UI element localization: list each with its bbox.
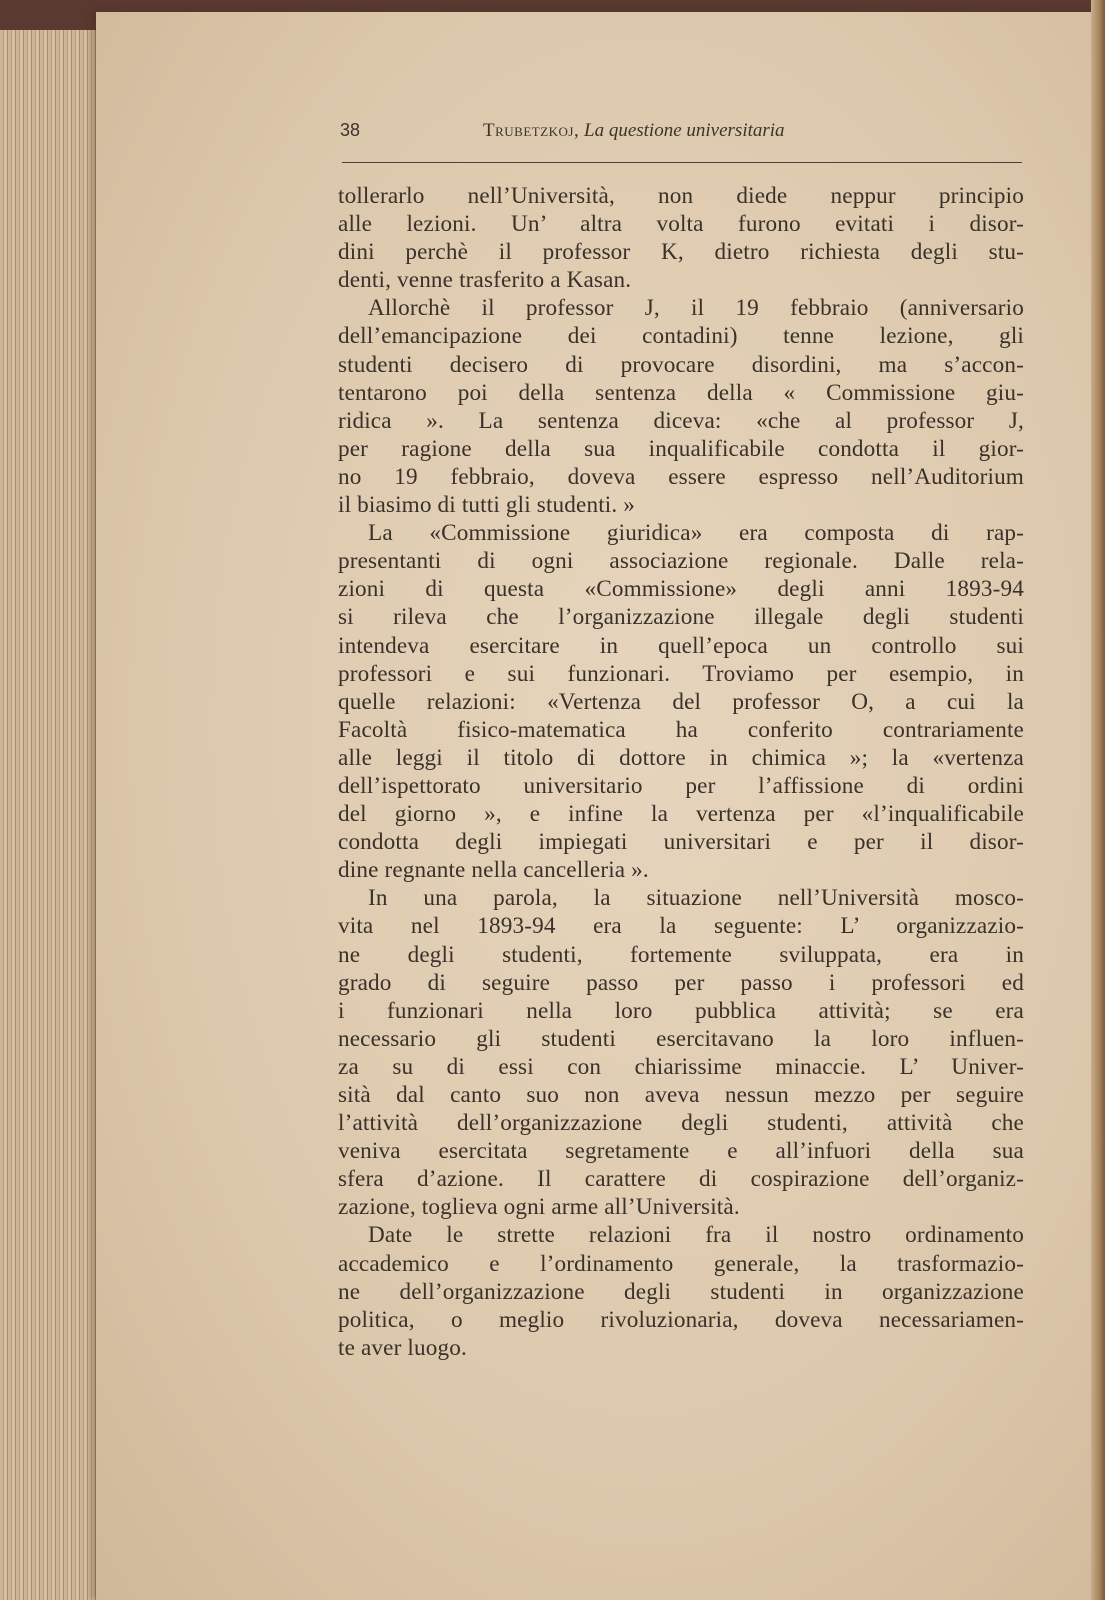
page-right-edge	[1091, 0, 1105, 1600]
page-stack-edge	[0, 30, 110, 1600]
text-line: politica, o meglio rivoluzionaria, doveva necessariamen-	[338, 1306, 1024, 1333]
text-line: professori e sui funzionari. Troviamo per esempio, in	[338, 660, 1024, 687]
text-line: tentarono poi della sentenza della « Commissione giu-	[338, 379, 1024, 406]
text-line: za su di essi con chiarissime minaccie. L’ Univer-	[338, 1053, 1024, 1080]
text-line: dine regnante nella cancelleria ».	[338, 857, 649, 884]
text-line: ne degli studenti, fortemente sviluppata, era in	[338, 941, 1024, 968]
text-line: dini perchè il professor K, dietro richiesta degli stu-	[338, 239, 1024, 266]
text-line: alle leggi il titolo di dottore in chimica »; la «vertenza	[338, 744, 1024, 771]
text-line: sità dal canto suo non aveva nessun mezzo per seguire	[338, 1082, 1024, 1108]
header-rule	[342, 162, 1022, 163]
running-header	[340, 120, 1020, 150]
text-line: alle lezioni. Un’ altra volta furono evitati i disor-	[338, 211, 1024, 238]
text-line: presentanti di ogni associazione regionale. Dalle rela-	[338, 548, 1024, 575]
running-head	[483, 120, 785, 142]
text-line: no 19 febbraio, doveva essere espresso nell’Auditorium	[338, 463, 1024, 490]
body-text	[338, 182, 1024, 1362]
text-line: ridica ». La sentenza diceva: «che al professor J,	[338, 407, 1024, 434]
text-line: In una parola, la situazione nell’Università mosco-	[368, 885, 1024, 912]
text-line: sfera d’azione. Il carattere di cospirazione dell’organiz-	[338, 1166, 1024, 1193]
text-line: grado di seguire passo per passo i professori ed	[338, 969, 1024, 996]
text-line: tollerarlo nell’Università, non diede neppur principio	[338, 183, 1024, 209]
text-line: studenti decisero di provocare disordini, ma s’accon-	[338, 351, 1024, 378]
text-line: i funzionari nella loro pubblica attività; se era	[338, 997, 1024, 1024]
text-line: dell’emancipazione dei contadini) tenne lezione, gli	[338, 323, 1024, 350]
text-line: del giorno », e infine la vertenza per «l’inqualificabile	[338, 801, 1024, 828]
text-line: Date le strette relazioni fra il nostro ordinamento	[368, 1222, 1024, 1249]
text-line: il biasimo di tutti gli studenti. »	[338, 492, 636, 519]
text-line: vita nel 1893-94 era la seguente: L’ organizzazio-	[338, 913, 1024, 940]
running-head-author: Trubetzkoj,	[483, 120, 580, 141]
text-line: per ragione della sua inqualificabile condotta il gior-	[338, 435, 1024, 462]
text-line: si rileva che l’organizzazione illegale degli studenti	[338, 604, 1024, 631]
text-line: condotta degli impiegati universitari e per il disor-	[338, 829, 1024, 856]
text-line: Facoltà fisico-matematica ha conferito contrariamente	[338, 716, 1024, 743]
text-line: Allorchè il professor J, il 19 febbraio (anniversario	[368, 295, 1024, 322]
page-number: 38	[340, 120, 361, 140]
text-line: dell’ispettorato universitario per l’affissione di ordini	[338, 772, 1024, 799]
text-line: zioni di questa «Commissione» degli anni 1893-94	[338, 576, 1024, 603]
text-line: accademico e l’ordinamento generale, la trasformazio-	[338, 1250, 1024, 1277]
text-line: l’attività dell’organizzazione degli studenti, attività che	[338, 1110, 1024, 1137]
text-line: te aver luogo.	[338, 1334, 467, 1361]
text-line: denti, venne trasferito a Kasan.	[338, 267, 632, 294]
text-line: quelle relazioni: «Vertenza del professor O, a cui la	[338, 688, 1024, 715]
text-line: ne dell’organizzazione degli studenti in organizzazione	[338, 1278, 1024, 1305]
running-head-title: La questione universitaria	[584, 120, 785, 141]
text-line: veniva esercitata segretamente e all’infuori della sua	[338, 1138, 1024, 1165]
text-line: zazione, toglieva ogni arme all’Università.	[338, 1194, 740, 1221]
text-line: La «Commissione giuridica» era composta di rap-	[368, 520, 1024, 547]
text-line: necessario gli studenti esercitavano la loro influen-	[338, 1025, 1024, 1052]
text-line: intendeva esercitare in quell’epoca un controllo sui	[338, 632, 1024, 659]
